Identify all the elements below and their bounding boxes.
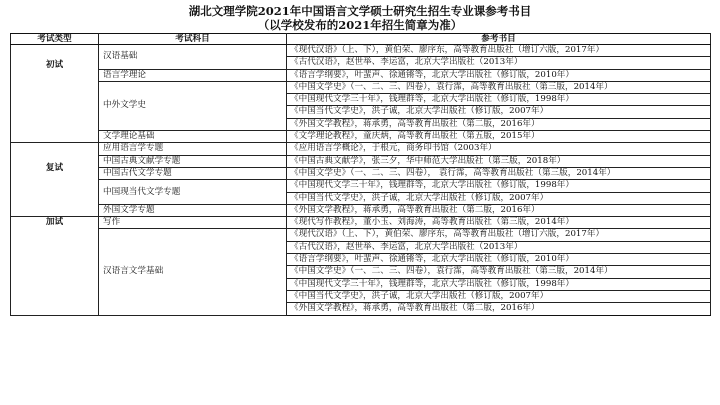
header-references: 参考书目 xyxy=(287,34,711,45)
reference-cell: 《中国现代文学三十年》，钱理群等，北京大学出版社（修订版，1998年） xyxy=(287,94,711,106)
table-row xyxy=(11,45,711,57)
subject-cell: 语言学理论 xyxy=(99,69,287,81)
reference-cell: 《中国文学史》（一、二、三、四卷），袁行霈，高等教育出版社（第三版，2014年） xyxy=(287,81,711,93)
reference-cell: 《现代汉语》（上、下），黄伯荣、廖序东，高等教育出版社（增订六版，2017年） xyxy=(287,45,711,57)
exam-type-cell: 加试 xyxy=(11,217,99,315)
table-row xyxy=(11,155,711,167)
subject-cell: 中外文学史 xyxy=(99,81,287,130)
subject-cell: 写作 xyxy=(99,217,287,229)
header-subject: 考试科目 xyxy=(99,34,287,45)
subject-cell: 文学理论基础 xyxy=(99,131,287,143)
reference-cell: 《中国文学史》（一、二、三、四卷），袁行霈，高等教育出版社（第三版，2014年） xyxy=(287,266,711,278)
document-subtitle: （以学校发布的2021年招生简章为准） xyxy=(257,18,463,32)
reference-cell: 《外国文学教程》，蒋承勇，高等教育出版社（第二版，2016年） xyxy=(287,303,711,315)
table-header-row xyxy=(11,34,711,45)
reference-cell: 《中国文学史》（一、二、三、四卷）， 袁行霈，高等教育出版社（第三版，2014年） xyxy=(287,167,711,179)
reference-cell: 《古代汉语》，赵世举、李运富，北京大学出版社（2013年） xyxy=(287,57,711,69)
table-row xyxy=(11,81,711,93)
table-row xyxy=(11,204,711,216)
reference-cell: 《外国文学教程》，蒋承勇，高等教育出版社（第二版，2016年） xyxy=(287,118,711,130)
subject-cell: 中国古代文学专题 xyxy=(99,167,287,179)
table-row xyxy=(11,167,711,179)
reference-cell: 《中国当代文学史》，洪子诚，北京大学出版社（修订版，2007年） xyxy=(287,290,711,302)
reference-cell: 《中国古典文献学》，张三夕，华中师范大学出版社（第三版，2018年） xyxy=(287,155,711,167)
subject-cell: 中国现当代文学专题 xyxy=(99,180,287,205)
reference-cell: 《语言学纲要》，叶蜚声、徐通锵等，北京大学出版社（修订版，2010年） xyxy=(287,69,711,81)
exam-type-cell: 初试 xyxy=(11,45,99,143)
reference-cell: 《中国当代文学史》，洪子诚，北京大学出版社（修订版，2007年） xyxy=(287,106,711,118)
reference-cell: 《应用语言学概论》，于根元，商务印书馆（2003年） xyxy=(287,143,711,155)
subject-cell: 汉语基础 xyxy=(99,45,287,70)
table-row xyxy=(11,229,711,241)
subject-cell: 应用语言学专题 xyxy=(99,143,287,155)
reference-cell: 《语言学纲要》，叶蜚声、徐通锵等，北京大学出版社（修订版，2010年） xyxy=(287,254,711,266)
document-title: 湖北文理学院2021年中国语言文学硕士研究生招生专业课参考书目 xyxy=(188,4,532,18)
reference-table xyxy=(10,33,711,316)
table-row xyxy=(11,180,711,192)
reference-cell: 《中国现代文学三十年》，钱理群等，北京大学出版社（修订版，1998年） xyxy=(287,278,711,290)
exam-type-cell: 复试 xyxy=(11,143,99,217)
reference-cell: 《现代汉语》（上、下），黄伯荣、廖序东，高等教育出版社（增订六版，2017年） xyxy=(287,229,711,241)
reference-cell: 《文学理论教程》，童庆炳，高等教育出版社（第五版，2015年） xyxy=(287,131,711,143)
table-row xyxy=(11,131,711,143)
subject-cell: 汉语言文学基础 xyxy=(99,229,287,315)
reference-cell: 《中国当代文学史》，洪子诚，北京大学出版社（修订版，2007年） xyxy=(287,192,711,204)
reference-cell: 《现代写作教程》，董小玉、刘海涛，高等教育出版社（第三版，2014年） xyxy=(287,217,711,229)
table-row xyxy=(11,143,711,155)
reference-cell: 《外国文学教程》，蒋承勇，高等教育出版社（第二版，2016年） xyxy=(287,204,711,216)
subject-cell: 外国文学专题 xyxy=(99,204,287,216)
reference-cell: 《古代汉语》，赵世举、李运富，北京大学出版社（2013年） xyxy=(287,241,711,253)
header-exam-type: 考试类型 xyxy=(11,34,99,45)
subject-cell: 中国古典文献学专题 xyxy=(99,155,287,167)
table-body xyxy=(11,45,711,316)
reference-cell: 《中国现代文学三十年》，钱理群等，北京大学出版社（修订版，1998年） xyxy=(287,180,711,192)
table-row xyxy=(11,217,711,229)
table-row xyxy=(11,69,711,81)
